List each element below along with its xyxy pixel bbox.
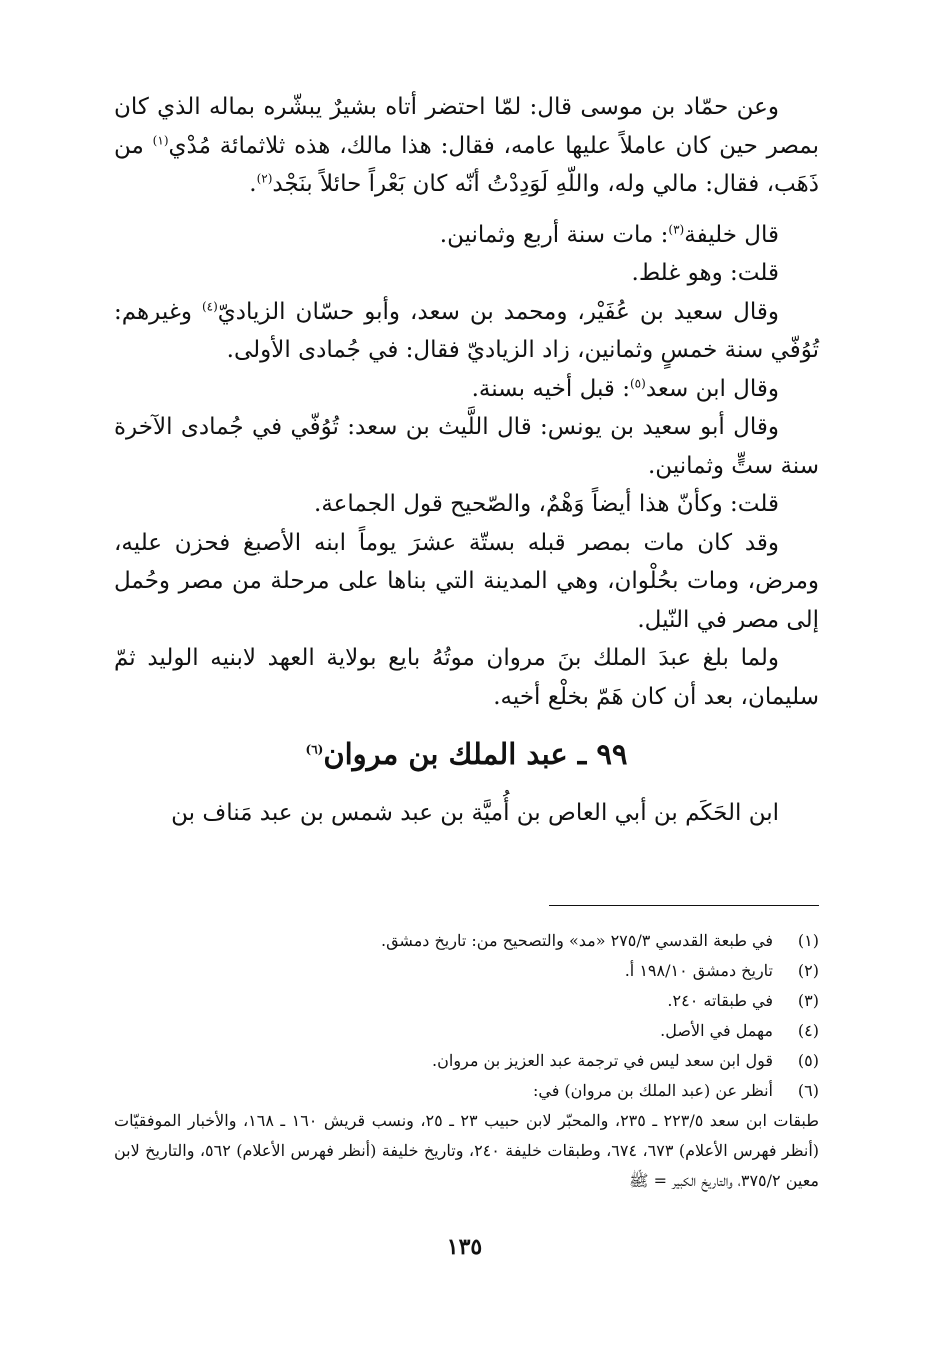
paragraph-text: : قبل أخيه بسنة. [471,375,630,402]
heading-text: ٩٩ ـ عبد الملك بن مروان [323,737,628,771]
footnote-number: (٦) [797,1081,819,1100]
paragraph-saeed [114,293,819,370]
paragraph-khalifa [114,216,819,255]
paragraph-asbagh: وقد كان مات بمصر قبله بستّة عشرَ يوماً ابنه الأصبغ فحزن عليه، ومرض، ومات بحُلْوان، وهي المدينة التي بناها على مرحلة من مصر وحُمل إلى مصر في النّيل. [114,529,819,633]
paragraph-qultu-1: قلت: وهو غلط. [631,260,779,286]
footnote-ref-3: (٣) [668,221,685,236]
paragraph-lineage: ابن الحَكَم بن أبي العاص بن أُميَّة بن عبد شمس بن عبد مَناف بن [171,800,779,826]
footnote-ref-2: (٢) [256,171,273,186]
entry-heading [114,734,819,774]
footnote-text: أنظر عن (عبد الملك بن مروان) في: [532,1081,773,1100]
paragraph-abd-al-malik: ولما بلغ عبدَ الملك بنَ مروان موتُهُ بايع بولاية العهد لابنيه الوليد ثمّ سليمان، بعد أن كان هَمّ بخلْع أخيه. [114,645,819,710]
footnote-text: قول ابن سعد ليس في ترجمة عبد العزيز بن مروان. [432,1051,773,1070]
footnote-ref-4: (٤) [201,298,218,313]
footnote-ref-5: (٥) [629,375,646,390]
footnote-item [114,1016,819,1046]
paragraph-text: وغيرهم: تُوُفّي سنة خمسٍ وثمانين، زاد الزياديّ فقال: في جُمادى الأولى. [114,298,819,363]
footnote-item [114,956,819,986]
footnote-6-continuation: طبقات ابن سعد ٢٢٣/٥ ـ ٢٣٥، والمحبّر لابن حبيب ٢٣ ـ ٢٥، ونسب قريش ١٦٠ ـ ١٦٨، والأخبار الموفقيّات (أنظر فهرس الأعلام) ٦٧٣، ٦٧٤، وطبقات خليفة ٢٤٠، وتاريخ خليفة (أنظر فهرس الأعلام) ٥٦٢، والتاريخ لابن معين ٣٧٥/٢، والتاريخ الكبير = ﷺ [114,1111,820,1190]
paragraph-text: وقال سعيد بن عُفَيْر، ومحمد بن سعد، وأبو حسّان الزياديّ [217,298,779,325]
paragraph-text: وعن حمّاد بن موسى قال: لمّا احتضر أتاه بشيرٌ يبشّره بماله الذي كان بمصر حين كان عاملاً عليها عامه، فقال: هذا مالك، هذه ثلاثمائة مُدْي [114,94,820,159]
footnote-text: في طبقاته ٢٤٠. [667,991,773,1010]
footnote-number: (٣) [797,991,819,1010]
footnote-number: (٤) [797,1021,819,1040]
paragraph-hammad [114,88,819,204]
period: . [249,171,257,197]
paragraph-text: قال خليفة [684,221,779,248]
page-number: ١٣٥ [446,1234,483,1260]
footnotes [114,926,819,1196]
footnote-text: تاريخ دمشق ١٩٨/١٠ أ. [624,961,773,980]
footnote-ref-6: (٦) [305,742,324,757]
paragraph-text: من ذَهَب، فقال: مالي وله، واللّهِ لَوَدِدْتُ أنّه كان بَعْراً حائلاً بنَجْد [114,132,819,197]
footnote-item [114,1046,819,1076]
footnote-divider [549,905,819,906]
footnote-item [114,986,819,1016]
paragraph-text: وقال ابن سعد [645,375,779,402]
paragraph-abu-saeed: وقال أبو سعيد بن يونس: قال اللَّيث بن سعد: تُوُفّي في جُمادى الآخرة سنة ستٍّ وثمانين. [114,414,819,479]
paragraph-text: : مات سنة أربع وثمانين. [439,221,669,248]
main-text [114,88,819,833]
footnote-item [114,926,819,956]
paragraph-ibn-saad [114,370,819,409]
footnote-number: (٥) [797,1051,819,1070]
footnote-number: (٢) [797,961,819,980]
footnote-text: مهمل في الأصل. [660,1021,773,1040]
paragraph-qultu-2: قلت: وكأنّ هذا أيضاً وَهْمٌ، والصّحيح قول الجماعة. [314,491,779,517]
footnote-ref-1: (١) [152,132,169,147]
footnote-text: في طبعة القدسي ٢٧٥/٣ «مد» والتصحيح من: تاريخ دمشق. [380,931,773,950]
footnote-number: (١) [797,931,819,950]
footnote-item [114,1076,819,1106]
